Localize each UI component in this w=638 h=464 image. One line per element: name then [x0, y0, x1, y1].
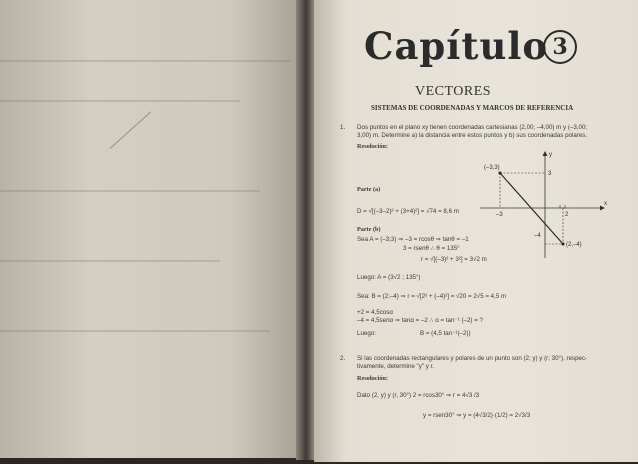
y-axis-label: y	[549, 152, 552, 158]
part-b-heading: Parte (b)	[357, 226, 381, 233]
problem-text-line: Dos puntos en el plano xy tienen coordenadas cartesianas (2,00; –4,00) m y (–3,00;	[357, 124, 588, 131]
step-line: Sea: B = (2;–4) ⇒ r = √[2² + (–4)²] = √20 = 2√5 = 4,5 m	[357, 293, 507, 300]
point-a-marker	[499, 172, 502, 175]
section-subtitle: SISTEMAS DE COORDENADAS Y MARCOS DE REFERENCIA	[371, 104, 574, 112]
result-value: B = (4,5 tan⁻¹(–2))	[420, 330, 471, 337]
section-title: VECTORES	[415, 84, 492, 99]
solution-line: Dato (2, y) y (r, 30°) 2 = rcos30° ⇒ r = 4√3 /3	[357, 392, 480, 399]
result-line: Luego: A = (3√2 ; 135°)	[357, 274, 421, 281]
result-label: Luego:	[357, 330, 376, 337]
problem-text-line: tivamente, determine "y" y r.	[357, 363, 434, 370]
distance-formula: D = √[(–3–2)² + (3+4)²] = √74 = 8,6 m	[357, 208, 459, 215]
coordinate-diagram	[476, 150, 616, 260]
y-axis-arrow-icon	[543, 151, 548, 156]
point-b-marker	[562, 243, 565, 246]
tick-label-3: 3	[548, 171, 552, 177]
problem-text-line: Si las coordenadas rectangulares y polares de un punto son (2; y) y (r; 30°), respec-	[357, 355, 588, 362]
tick-label-neg4: –4	[534, 233, 541, 239]
point-b-label: (2,–4)	[566, 242, 582, 248]
equation-line: +2 = 4,5cosα	[357, 309, 393, 316]
problem-text-line: 3,00) m. Determine a) la distancia entre estos puntos y b) sus coordenadas polares.	[357, 132, 588, 139]
bleed-through-diagram	[110, 111, 152, 149]
chapter-title: Capítulo	[364, 24, 549, 68]
bleed-through-line	[0, 60, 290, 62]
step-line: Sea A = (–3;3) ⇒ –3 = rcosθ ⇒ tanθ = –1	[357, 236, 469, 243]
resolution-heading: Resolución:	[357, 143, 388, 150]
step-line: 3 = rsenθ ∴ θ = 135°	[403, 245, 460, 252]
bleed-through-line	[0, 260, 220, 262]
solution-line: y = rsen30° ⇒ y = (4√3/2)·(1/2) = 2√3/3	[423, 412, 531, 419]
tick-label-neg3: –3	[496, 212, 503, 218]
part-a-heading: Parte (a)	[357, 186, 381, 193]
step-line: r = √[(–3)² + 3²] = 3√2 m	[421, 256, 487, 263]
problem-number: 2.	[340, 355, 346, 362]
tick-label-2: 2	[565, 212, 569, 218]
equation-line: –4 = 4,5senα ⇒ tanα = –2 ∴ α = tan⁻¹ (–2) = ?	[357, 317, 483, 324]
x-axis-label: x	[604, 201, 607, 207]
resolution-heading: Resolución:	[357, 375, 388, 382]
distance-segment	[500, 173, 563, 244]
left-page	[0, 0, 306, 458]
point-a-label: (–3,3)	[484, 165, 500, 171]
bleed-through-line	[0, 190, 260, 192]
bleed-through-line	[0, 100, 240, 102]
chapter-number-badge: 3	[543, 30, 577, 64]
bleed-through-line	[0, 330, 270, 332]
problem-number: 1.	[340, 124, 346, 131]
